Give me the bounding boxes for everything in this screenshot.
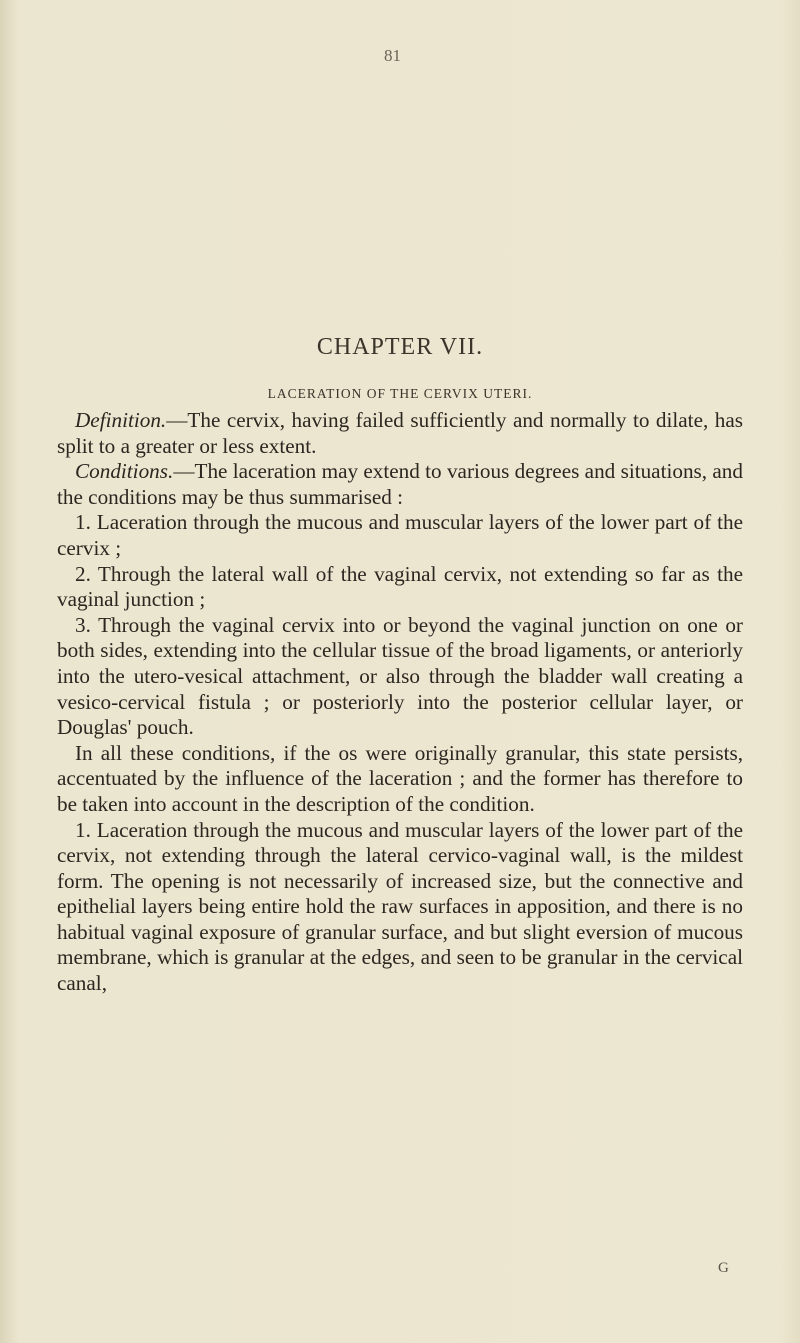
paragraph-text: 2. Through the lateral wall of the vaginal cervix, not extending so far as the vaginal junction ; [57, 561, 743, 612]
paragraph-conditions [57, 459, 743, 510]
paragraph-text: —The laceration may extend to various degrees and situations, and the conditions may be thus summarised : [57, 459, 743, 509]
paragraph-lead: Conditions. [75, 459, 174, 484]
chapter-title: CHAPTER VII. [316, 334, 484, 360]
paragraph-lead: Definition. [75, 408, 167, 432]
chapter-subtitle: LACERATION OF THE CERVIX UTERI. [267, 386, 533, 401]
page-number: 81 [384, 46, 401, 65]
paragraph-general [57, 741, 743, 818]
paragraph-text: —The cervix, having failed sufficiently and normally to dilate, has split to a greater or less extent. [57, 408, 743, 458]
paragraph-definition [57, 408, 743, 459]
body-text [57, 408, 743, 997]
paragraph-item-2 [57, 562, 743, 613]
signature-mark: G [718, 1260, 729, 1276]
paragraph-text: 1. Laceration through the mucous and muscular layers of the lower part of the cervix, not extending through the lateral cervico-vaginal wall, is the mildest form. The opening is not necessarily of increased size, but the connective and epithelial layers being entire hold the raw surfaces in apposition, and there is no habitual vaginal exposure of granular surface, and but slight eversion of mucous membrane, which is granular at the edges, and seen to be granular in the cervical canal, [57, 817, 743, 996]
paragraph-item-3 [57, 613, 743, 741]
paragraph-text: 3. Through the vaginal cervix into or beyond the vaginal junction on one or both sides, extending into the cellular tissue of the broad ligaments, or anteriorly into the utero-vesical attachment, or also through the bladder wall creating a vesico-cervical fistula ; or posteriorly into the posterior cellular layer, or Douglas' pouch. [57, 612, 743, 740]
paragraph-text: In all these conditions, if the os were originally granular, this state persists, accentuated by the influence of the laceration ; and the former has therefore to be taken into account in the description of the condition. [57, 740, 743, 816]
paragraph-text: 1. Laceration through the mucous and muscular layers of the lower part of the cervix ; [57, 510, 743, 560]
paragraph-item-1 [57, 510, 743, 561]
paragraph-detail-1 [57, 818, 743, 997]
